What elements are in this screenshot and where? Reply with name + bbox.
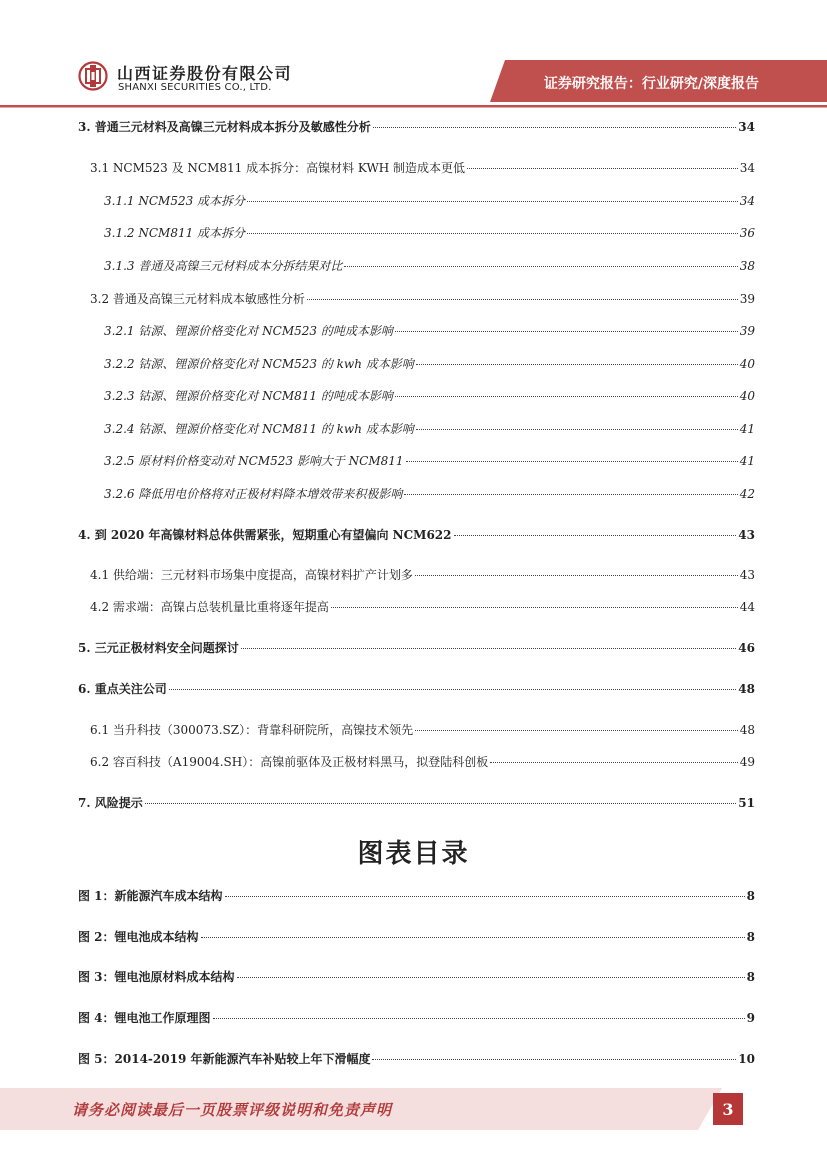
toc-entry-page: 42 [739,487,755,501]
figure-toc-entry[interactable] [78,1010,755,1026]
toc-leader [247,201,738,202]
figure-toc-title: 图表目录 [357,839,470,869]
toc-entry[interactable] [90,722,755,738]
figure-toc-entry-page: 8 [746,970,755,984]
toc-entry-page: 40 [739,389,755,403]
figure-toc-entry-title: 图 2：锂电池成本结构 [78,930,199,944]
toc-leader [490,762,737,763]
company-name-en: SHANXI SECURITIES CO., LTD. [118,82,272,93]
figure-toc-entry[interactable] [78,1051,755,1067]
toc-entry-title: 3.2.2 钴源、锂源价格变化对 NCM523 的 kwh 成本影响 [104,357,414,371]
toc-entry-page: 41 [739,422,755,436]
toc-leader [404,494,737,495]
toc-leader [467,168,738,169]
toc-entry-page: 46 [738,641,755,655]
toc-entry-title: 3.2 普通及高镍三元材料成本敏感性分析 [90,292,305,306]
toc-entry[interactable] [90,160,755,176]
figure-toc-entry[interactable] [78,888,755,904]
toc-entry[interactable] [78,681,755,697]
toc-entry[interactable] [78,119,755,135]
toc-entry[interactable] [78,527,755,543]
toc-entry-title: 5. 三元正极材料安全问题探讨 [78,641,239,655]
toc-entry[interactable] [104,356,755,372]
toc-entry-title: 6.2 容百科技（A19004.SH）：高镍前驱体及正极材料黑马，拟登陆科创板 [90,755,489,769]
toc-entry-title: 4.1 供给端：三元材料市场集中度提高，高镍材料扩产计划多 [90,568,413,582]
toc-entry-page: 34 [739,194,755,208]
toc-entry[interactable] [104,323,755,339]
toc-entry-page: 34 [739,161,755,175]
toc-leader [331,607,738,608]
toc-entry[interactable] [78,640,755,656]
toc-entry-page: 40 [739,357,755,371]
toc-leader [395,396,738,397]
toc-leader [344,266,737,267]
figure-toc-entry-page: 9 [746,1011,755,1025]
page-header [0,0,827,112]
toc-entry[interactable] [104,453,755,469]
company-name-cn: 山西证券股份有限公司 [117,64,293,83]
toc-entry-title: 3.2.5 原材料价格变动对 NCM523 影响大于 NCM811 [104,454,404,468]
toc-leader [169,689,737,690]
figure-toc-entry[interactable] [78,929,755,945]
toc-entry-title: 3.1.3 普通及高镍三元材料成本分拆结果对比 [104,259,343,273]
figure-toc-entry-title: 图 3：锂电池原材料成本结构 [78,970,235,984]
toc-entry-page: 39 [739,292,755,306]
figure-toc-entry-page: 8 [746,889,755,903]
toc-leader [373,127,737,128]
figure-toc-entry-page: 8 [746,930,755,944]
toc-entry-page: 36 [739,226,755,240]
toc-entry-title: 7. 风险提示 [78,796,143,810]
toc-entry[interactable] [104,225,755,241]
figure-toc-entry-title: 图 4：锂电池工作原理图 [78,1011,211,1025]
toc-leader [416,429,738,430]
toc-leader [415,730,738,731]
toc-entry-page: 43 [738,528,755,542]
toc-leader [241,648,737,649]
toc-entry[interactable] [104,258,755,274]
toc-entry[interactable] [90,567,755,583]
toc-entry-title: 4.2 需求端：高镍占总装机量比重将逐年提高 [90,600,329,614]
toc-entry-title: 4. 到 2020 年高镍材料总体供需紧张，短期重心有望偏向 NCM622 [78,528,452,542]
toc-entry-page: 39 [739,324,755,338]
toc-entry[interactable] [78,795,755,811]
figure-toc-entry-title: 图 5：2014-2019 年新能源汽车补贴较上年下滑幅度 [78,1052,371,1066]
toc-leader [201,937,745,938]
toc-leader [395,331,738,332]
toc-entry-page: 48 [738,682,755,696]
report-type-label: 证券研究报告：行业研究/深度报告 [543,76,759,92]
toc-entry-page: 48 [739,723,755,737]
toc-entry-page: 41 [739,454,755,468]
toc-leader [372,1059,736,1060]
toc-leader [454,535,737,536]
toc-leader [145,803,737,804]
toc-leader [415,575,738,576]
page-number: 3 [713,1093,743,1125]
toc-entry[interactable] [90,599,755,615]
toc-entry-page: 43 [739,568,755,582]
toc-leader [213,1018,745,1019]
toc-entry[interactable] [90,754,755,770]
toc-leader [247,233,738,234]
toc-entry[interactable] [104,193,755,209]
toc-entry-page: 51 [738,796,755,810]
toc-entry-title: 6.1 当升科技（300073.SZ）：背靠科研院所，高镍技术领先 [90,723,414,737]
toc-entry[interactable] [104,421,755,437]
toc-leader [237,977,745,978]
toc-leader [225,896,745,897]
toc-entry-page: 38 [739,259,755,273]
toc-entry-page: 49 [739,755,755,769]
toc-entry-title: 3.2.1 钴源、锂源价格变化对 NCM523 的吨成本影响 [104,324,393,338]
toc-leader [406,461,738,462]
toc-entry-title: 3.2.4 钴源、锂源价格变化对 NCM811 的 kwh 成本影响 [104,422,414,436]
toc-entry[interactable] [104,486,755,502]
toc-leader [307,299,738,300]
toc-leader [416,364,738,365]
figure-toc-entry-title: 图 1：新能源汽车成本结构 [78,889,223,903]
toc-entry[interactable] [90,291,755,307]
toc-entry-title: 3. 普通三元材料及高镍三元材料成本拆分及敏感性分析 [78,120,371,134]
toc-entry[interactable] [104,388,755,404]
toc-entry-page: 44 [739,600,755,614]
toc-entry-page: 34 [738,120,755,134]
toc-entry-title: 3.2.6 降低用电价格将对正极材料降本增效带来积极影响 [104,487,403,501]
toc-entry-title: 3.1 NCM523 及 NCM811 成本拆分：高镍材料 KWH 制造成本更低 [90,161,466,175]
disclaimer-text: 请务必阅读最后一页股票评级说明和免责声明 [72,1101,393,1119]
figure-toc-entry[interactable] [78,969,755,985]
toc-entry-title: 3.1.1 NCM523 成本拆分 [104,194,246,208]
toc-entry-title: 3.2.3 钴源、锂源价格变化对 NCM811 的吨成本影响 [104,389,393,403]
toc-entry-title: 6. 重点关注公司 [78,682,167,696]
figure-toc-entry-page: 10 [738,1052,755,1066]
toc-entry-title: 3.1.2 NCM811 成本拆分 [104,226,246,240]
